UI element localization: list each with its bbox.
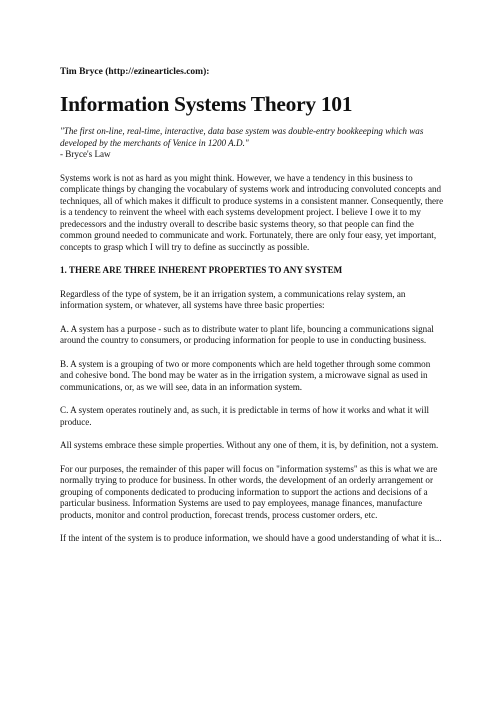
- epigraph-quote: [60, 126, 445, 161]
- author-byline: Tim Bryce (http://ezinearticles.com):: [60, 67, 210, 77]
- intro-paragraph: Systems work is not as hard as you might think. However, we have a tendency in this business to complicate things by changing the vocabulary of systems work and introducing convoluted concepts and techniques, all of which makes it difficult to produce systems in a consistent manner. Consequently, there is a tendency to reinvent the wheel with each systems development project. I believe I owe it to my predecessors and the industry overall to describe basic systems theory, so that people can find the common ground needed to communicate and work. Fortunately, there are only four easy, yet important, concepts to grasp which I will try to define as succinctly as possible.: [60, 172, 444, 252]
- properties-intro-paragraph: Regardless of the type of system, be it an irrigation system, a communications relay system, an information system, or whatever, all systems have three basic properties:: [60, 288, 406, 310]
- document-title: Information Systems Theory 101: [60, 92, 353, 116]
- section-heading: 1. THERE ARE THREE INHERENT PROPERTIES TO ANY SYSTEM: [60, 265, 343, 275]
- embrace-paragraph: All systems embrace these simple properties. Without any one of them, it is, by definition, not a system.: [60, 440, 439, 450]
- closing-paragraph: If the intent of the system is to produce information, we should have a good understanding of what it is...: [60, 533, 442, 543]
- property-c-paragraph: C. A system operates routinely and, as such, it is predictable in terms of how it works and what it will produce.: [60, 405, 429, 427]
- property-a-paragraph: A. A system has a purpose - such as to distribute water to plant life, bouncing a communications signal around the country to consumers, or producing information for people to use in conducting business.: [60, 323, 434, 345]
- property-b-paragraph: B. A system is a grouping of two or more components which are held together through some common and cohesive bond. The bond may be water as in the irrigation system, a microwave signal as used in communications, or, as we will see, data in an information system.: [60, 358, 431, 392]
- document-page: [60, 66, 445, 545]
- quote-text: "The first on-line, real-time, interactive, data base system was double-entry bookkeeping which was developed by the merchants of Venice in 1200 A.D.": [60, 126, 424, 148]
- quote-attribution: - Bryce's Law: [60, 149, 111, 159]
- purposes-paragraph: For our purposes, the remainder of this paper will focus on "information systems" as this is what we are normally trying to produce for business. In other words, the development of an orderly arrangement or grouping of components dedicated to producing information to support the actions and decisions of a particular business. Information Systems are used to pay employees, manage finances, manufacture products, monitor and control production, forecast trends, process customer orders, etc.: [60, 463, 438, 520]
